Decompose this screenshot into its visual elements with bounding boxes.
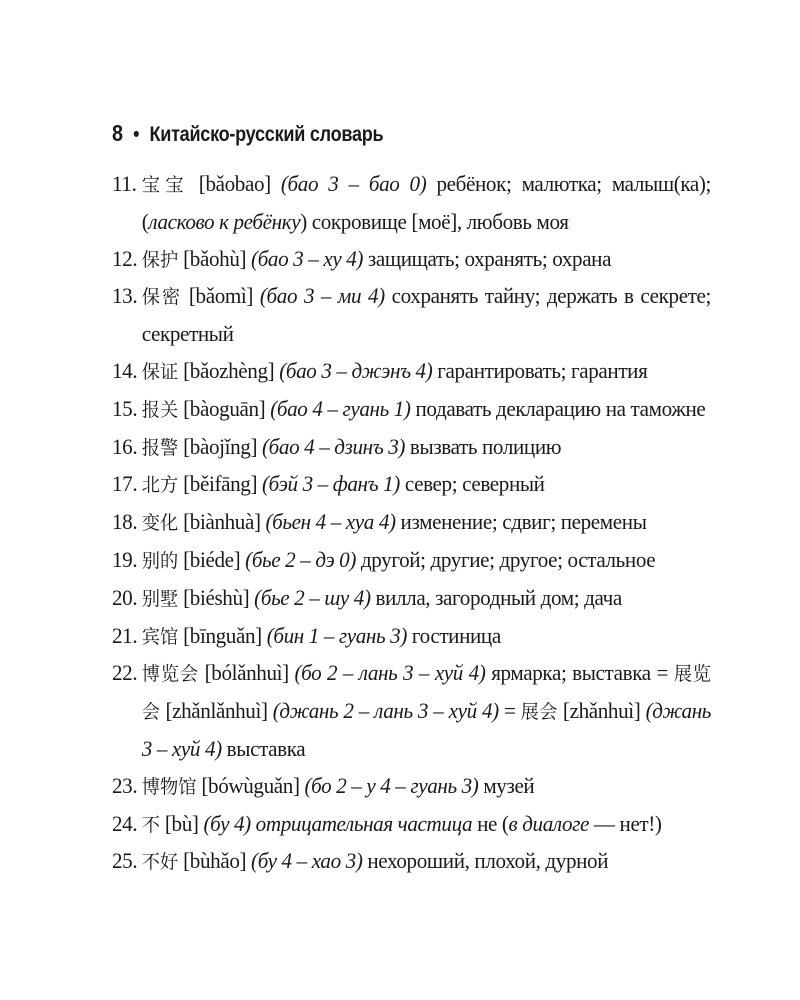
italic-text: (бу 4) отрицательная частица [203,810,473,836]
italic-text: (джань 3 – хуй 4) [141,698,712,761]
hanzi: 保证 [141,360,179,383]
entry-number: 25. [112,848,138,874]
hanzi: 不好 [141,851,179,874]
entry-number: 22. [112,660,138,686]
entry-number: 12. [112,245,138,271]
entry-text-run: [bólǎnhuì] [198,660,295,686]
entry-text-run: север; северный [399,471,545,497]
italic-text: ласково к ребёнку [148,208,301,234]
entry-text-run: [zhǎnlǎnhuì] [160,698,273,724]
entry-text-run: [běifāng] [178,471,262,497]
entry-text [142,580,711,618]
entry-text-run: изменение; сдвиг; перемены [395,509,647,535]
entry-text-run: [bùhǎo] [178,848,252,874]
header-title: Китайско-русский словарь [149,123,384,146]
hanzi: 不 [141,813,161,836]
entry-text [142,466,711,504]
entry-text-run: ребёнок; малютка; малыш(ка); ( [141,171,712,234]
entry-number: 21. [112,622,138,648]
dictionary-entry [112,391,711,429]
dictionary-entry [112,618,711,656]
entry-text-run: музей [478,772,535,798]
entry-text-run: = [498,698,521,724]
hanzi: 保密 [141,286,183,309]
entry-number: 18. [112,509,138,535]
entry-text [142,391,711,429]
entry-text-run: [bǎobao] [188,171,281,196]
entry-text-run: [bàojǐng] [178,433,263,459]
italic-text: (бо 2 – у 4 – гуань 3) [304,772,479,798]
entry-text-run: [bówùguǎn] [196,772,305,798]
running-header [112,120,383,147]
entry-number: 16. [112,433,138,459]
hanzi: 报关 [141,398,179,421]
hanzi: 保护 [141,248,179,271]
entry-text-run: не ( [472,810,509,836]
dictionary-entry [112,806,711,844]
entry-number: 23. [112,772,138,798]
entry-text [142,655,711,767]
hanzi: 变化 [141,512,179,535]
italic-text: (бао 4 – гуань 1) [270,395,411,421]
entry-text [142,542,711,580]
hanzi: 宝宝 [141,174,189,196]
italic-text: (бэй 3 – фанъ 1) [262,471,400,497]
entry-text-run: нехороший, плохой, дурной [362,848,609,874]
entry-text [142,843,711,881]
dictionary-entry [112,655,711,767]
entry-number: 19. [112,546,138,572]
entry-text-run: подавать декларацию на таможне [410,395,706,421]
hanzi: 博物馆 [141,775,197,798]
entry-text-run: гостиница [406,622,501,648]
dictionary-entry [112,166,711,241]
hanzi: 博览会 [141,663,199,686]
hanzi: 别的 [141,549,179,572]
italic-text: (бьен 4 – хуа 4) [265,509,396,535]
entry-text-run: выставка [221,735,306,761]
dictionary-entry [112,504,711,542]
entry-text-run: гарантировать; гарантия [432,357,648,383]
entry-text-run: ) сокровище [моё], любовь моя [300,208,569,234]
entry-text-run: [bǎomì] [182,283,260,309]
italic-text: (бао 3 – ми 4) [259,283,385,309]
entry-text [142,504,711,542]
entry-text-run: [bǎozhèng] [178,357,280,383]
dictionary-entry [112,241,711,279]
italic-text: (бо 2 – лань 3 – хуй 4) [294,660,486,686]
dictionary-entry [112,580,711,618]
italic-text: (бао 4 – дзинъ 3) [262,433,406,459]
dictionary-entry [112,768,711,806]
dictionary-entry [112,466,711,504]
entry-number: 13. [112,283,138,309]
entry-text [142,241,711,279]
italic-text: (бье 2 – дэ 0) [245,546,356,572]
italic-text: (бу 4 – хао 3) [251,848,363,874]
entry-text [142,278,711,353]
dictionary-entry [112,278,711,353]
entry-text-run: [bù] [160,810,204,836]
italic-text: (бин 1 – гуань 3) [266,622,407,648]
entry-text [142,618,711,656]
entry-text [142,429,711,467]
entry-text-run: вилла, загородный дом; дача [370,584,622,610]
hanzi: 北方 [141,474,179,497]
entry-number: 20. [112,584,138,610]
hanzi: 展览会 [141,663,712,724]
page-number: 8 [112,120,123,146]
dictionary-entry [112,353,711,391]
entry-text [142,353,711,391]
entry-number: 15. [112,395,138,421]
hanzi: 报警 [141,436,179,459]
italic-text: (бао 3 – джэнъ 4) [279,357,433,383]
entry-text-run: [biànhuà] [178,509,266,535]
entry-text-run: [zhǎnhuì] [557,698,646,724]
italic-text: (бье 2 – шу 4) [254,584,371,610]
dictionary-entry [112,542,711,580]
entry-number: 17. [112,471,138,497]
dictionary-entry [112,429,711,467]
entry-text-run: [biéshù] [178,584,255,610]
entry-text-run: [bǎohù] [178,245,252,271]
entries-list [112,166,712,881]
entry-text-run: сохранять тайну; держать в секрете; секретный [141,283,712,347]
hanzi: 展会 [520,701,558,724]
entry-text-run: [bàoguān] [178,395,271,421]
entry-number: 24. [112,810,138,836]
dictionary-entry [112,843,711,881]
entry-text [142,806,711,844]
hanzi: 别墅 [141,587,179,610]
entry-text-run: ярмарка; выставка = [485,660,674,686]
entry-text-run: — нет!) [589,810,662,836]
entry-number: 14. [112,357,138,383]
italic-text: в диалоге [508,810,589,836]
entry-text-run: [bīnguǎn] [178,622,267,648]
entry-text [142,768,711,806]
entry-text [142,166,711,241]
entry-text-run: вызвать полицию [405,433,562,459]
entry-text-run: другой; другие; другое; остальное [355,546,656,572]
entry-text-run: [biéde] [178,546,246,572]
italic-text: (джань 2 – лань 3 – хуй 4) [272,698,499,724]
italic-text: (бао 3 – ху 4) [251,245,364,271]
entry-number: 11. [112,171,137,196]
entry-text-run: защищать; охранять; охрана [363,245,612,271]
italic-text: (бао 3 – бао 0) [280,171,427,196]
hanzi: 宾馆 [141,625,179,648]
header-bullet: • [133,123,140,146]
